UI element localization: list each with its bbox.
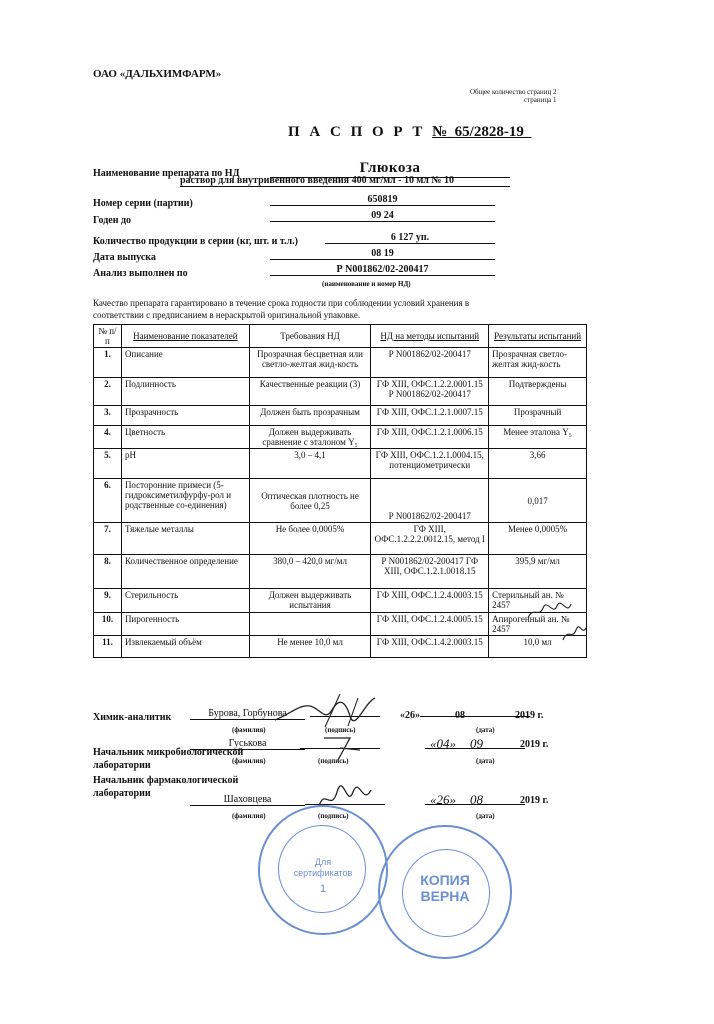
row-req: Качественные реакции (3) xyxy=(249,378,371,406)
signer1-role: Химик-аналитик xyxy=(93,712,172,723)
signer2-sign-caption: (подпись) xyxy=(318,757,349,765)
analysis-label: Анализ выполнен по xyxy=(93,268,188,279)
title-number: №_65/2828-19_ xyxy=(432,124,532,140)
row-num: 11. xyxy=(94,636,122,658)
signer1-date-line xyxy=(420,716,530,717)
row-num: 2. xyxy=(94,378,122,406)
quantity-label: Количество продукции в серии (кг, шт. и т.л.) xyxy=(93,236,298,247)
signer2-date-caption: (дата) xyxy=(476,757,495,765)
row-result: Прозрачная светло-желтая жид-кость xyxy=(489,348,587,378)
row-method: Р N001862/02-200417 xyxy=(371,479,489,523)
row-name: Описание xyxy=(121,348,249,378)
left-stamp-number: 1 xyxy=(319,883,327,895)
signer3-name: Шаховцева xyxy=(190,794,305,806)
row-name: Посторонние примеси (5-гидроксиметилфурфу-рол и родственные со-единения) xyxy=(121,479,249,523)
row-method: ГФ XIII, ОФС.1.2.1.0004.15, потенциометрически xyxy=(371,449,489,479)
table-row xyxy=(94,348,587,378)
row-method: Р N001862/02-200417 xyxy=(371,348,489,378)
row-num: 10. xyxy=(94,613,122,636)
signer2-role: Начальник микробиологической лаборатории xyxy=(93,747,244,771)
signer2-month: 09 xyxy=(470,736,483,751)
page-count xyxy=(470,88,557,104)
row-req: Должен быть прозрачным xyxy=(249,406,371,426)
signer2-day: «04» xyxy=(430,736,456,751)
company-name: ОАО «ДАЛЬХИМФАРМ» xyxy=(93,68,222,80)
row-result: 3,66 xyxy=(489,449,587,479)
table-row xyxy=(94,378,587,406)
row-method: ГФ XIII, ОФС.1.2.4.0005.15 xyxy=(371,613,489,636)
document-title xyxy=(288,124,531,141)
row-method: ГФ XIII, ОФС.1.4.2.0003.15 xyxy=(371,636,489,658)
row-num: 4. xyxy=(94,426,122,449)
row-num: 5. xyxy=(94,449,122,479)
signer2-name-caption: (фамилия) xyxy=(232,757,266,765)
row-req: Не более 0,0005% xyxy=(249,523,371,555)
row-name: Пирогенность xyxy=(121,613,249,636)
row-name: pH xyxy=(121,449,249,479)
row-num: 9. xyxy=(94,589,122,613)
signer2-name: Гуськова xyxy=(190,738,305,750)
row-method: Р N001862/02-200417 ГФ XIII, ОФС.1.2.1.0018.15 xyxy=(371,555,489,589)
row-result: Подтверждены xyxy=(489,378,587,406)
signature-1-image xyxy=(270,692,380,732)
header-method: НД на методы испытаний xyxy=(371,325,489,348)
row-num: 6. xyxy=(94,479,122,523)
signer3-name-caption: (фамилия) xyxy=(232,812,266,820)
quality-guarantee-text: Качество препарата гарантировано в течение срока годности при соблюдении условий хранения в соответствии с предписанием в нераскрытой оригинальной упаковке. xyxy=(93,298,470,320)
row-method: ГФ XIII, ОФС.1.2.2.2.0012.15, метод I xyxy=(371,523,489,555)
expiry-value: 09 24 xyxy=(270,210,495,222)
row-method: ГФ XIII, ОФС.1.2.1.0006.15 xyxy=(371,426,489,449)
row-name: Стерильность xyxy=(121,589,249,613)
header-name: Наименование показателей xyxy=(121,325,249,348)
table-row xyxy=(94,555,587,589)
signer3-sign-caption: (подпись) xyxy=(318,812,349,820)
drug-name: Глюкоза xyxy=(359,160,421,176)
drug-label: Наименование препарата по НД xyxy=(93,168,240,179)
table-row xyxy=(94,426,587,449)
left-stamp-center-text: Для сертификатов xyxy=(293,857,353,878)
row-name: Тяжелые металлы xyxy=(121,523,249,555)
row-req: Не менее 10,0 мл xyxy=(249,636,371,658)
row-num: 3. xyxy=(94,406,122,426)
row-result: Менее 0,0005% xyxy=(489,523,587,555)
series-value: 650819 xyxy=(270,194,495,206)
signer3-day: «26» xyxy=(430,792,456,807)
page-number-text: страница 1 xyxy=(524,96,557,104)
test-results-table xyxy=(93,324,587,658)
row-req: Прозрачная бесцветная или светло-желтая жид-кость xyxy=(249,348,371,378)
title-prefix: П А С П О Р Т xyxy=(288,124,426,140)
signer1-name-caption: (фамилия) xyxy=(232,726,266,734)
header-result: Результаты испытаний xyxy=(489,325,587,348)
signature-2-image xyxy=(320,734,370,764)
row-result: 0,017 xyxy=(489,479,587,523)
right-stamp-text: КОПИЯ ВЕРНА xyxy=(420,872,470,904)
row-result: 395,9 мг/мл xyxy=(489,555,587,589)
drug-description: раствор для внутривенного введения 400 мг/мл - 10 мл № 10 xyxy=(180,175,510,187)
row-num: 8. xyxy=(94,555,122,589)
table-row xyxy=(94,589,587,613)
row-result: Менее эталона Y₅ xyxy=(489,426,587,449)
release-label: Дата выпуска xyxy=(93,252,156,263)
company-seal-stamp xyxy=(258,805,388,935)
signer3-date-caption: (дата) xyxy=(476,812,495,820)
table-row xyxy=(94,613,587,636)
signer1-sign-caption: (подпись) xyxy=(325,726,356,734)
row-name: Цветность xyxy=(121,426,249,449)
total-pages-text: Общее количество страниц 2 xyxy=(470,88,557,96)
signer1-date-caption: (дата) xyxy=(476,726,495,734)
header-req: Требования НД xyxy=(249,325,371,348)
row-method: ГФ XIII, ОФС.1.2.4.0003.15 xyxy=(371,589,489,613)
row-req: 380,0 – 420,0 мг/мл xyxy=(249,555,371,589)
signer3-role: Начальник фармакологической лаборатории xyxy=(93,775,239,799)
signer1-month: 08 xyxy=(455,710,465,721)
copy-verified-stamp xyxy=(378,825,512,959)
signer1-day: «26» xyxy=(400,710,420,721)
expiry-label: Годен до xyxy=(93,215,132,226)
table-header-row xyxy=(94,325,587,348)
release-value: 08 19 xyxy=(270,248,495,260)
table-row xyxy=(94,406,587,426)
row-req: 3,0 – 4,1 xyxy=(249,449,371,479)
row-name: Подлинность xyxy=(121,378,249,406)
table-row xyxy=(94,449,587,479)
handwritten-number-10 xyxy=(560,622,590,646)
row-req xyxy=(249,613,371,636)
row-req: Оптическая плотность не более 0,25 xyxy=(249,479,371,523)
signer1-year: 2019 г. xyxy=(515,710,544,721)
row-num: 1. xyxy=(94,348,122,378)
analysis-value: Р N001862/02-200417 xyxy=(270,264,495,276)
signer3-month: 08 xyxy=(470,792,483,807)
row-method: ГФ XIII, ОФС.1.2.1.0007.15 xyxy=(371,406,489,426)
header-num: № п/п xyxy=(94,325,122,348)
signer3-date-line xyxy=(425,804,525,805)
signer1-name: Бурова, Горбунова xyxy=(190,708,305,720)
quantity-value: 6 127 уп. xyxy=(325,232,495,244)
row-result: Апирогенный ан. № 2457 xyxy=(489,613,587,636)
signer2-date-line xyxy=(425,748,525,749)
signer2-year: 2019 г. xyxy=(520,739,549,750)
table-row xyxy=(94,479,587,523)
row-result: Стерильный ан. № 2457 xyxy=(489,589,587,613)
row-result: Прозрачный xyxy=(489,406,587,426)
row-name: Прозрачность xyxy=(121,406,249,426)
table-row xyxy=(94,636,587,658)
analysis-caption: (наименование и номер НД) xyxy=(322,280,411,288)
table-row xyxy=(94,523,587,555)
row-num: 7. xyxy=(94,523,122,555)
row-name: Количественное определение xyxy=(121,555,249,589)
handwritten-number-9 xyxy=(525,600,575,624)
signer3-year: 2019 г. xyxy=(520,795,549,806)
series-label: Номер серии (партии) xyxy=(93,198,193,209)
row-method: ГФ XIII, ОФС.1.2.2.0001.15 Р N001862/02-200417 xyxy=(371,378,489,406)
row-result: 10,0 мл xyxy=(489,636,587,658)
row-req: Должен выдерживать испытания xyxy=(249,589,371,613)
row-req: Должен выдерживать сравнение с эталоном Y₅ xyxy=(249,426,371,449)
row-name: Извлекаемый объём xyxy=(121,636,249,658)
